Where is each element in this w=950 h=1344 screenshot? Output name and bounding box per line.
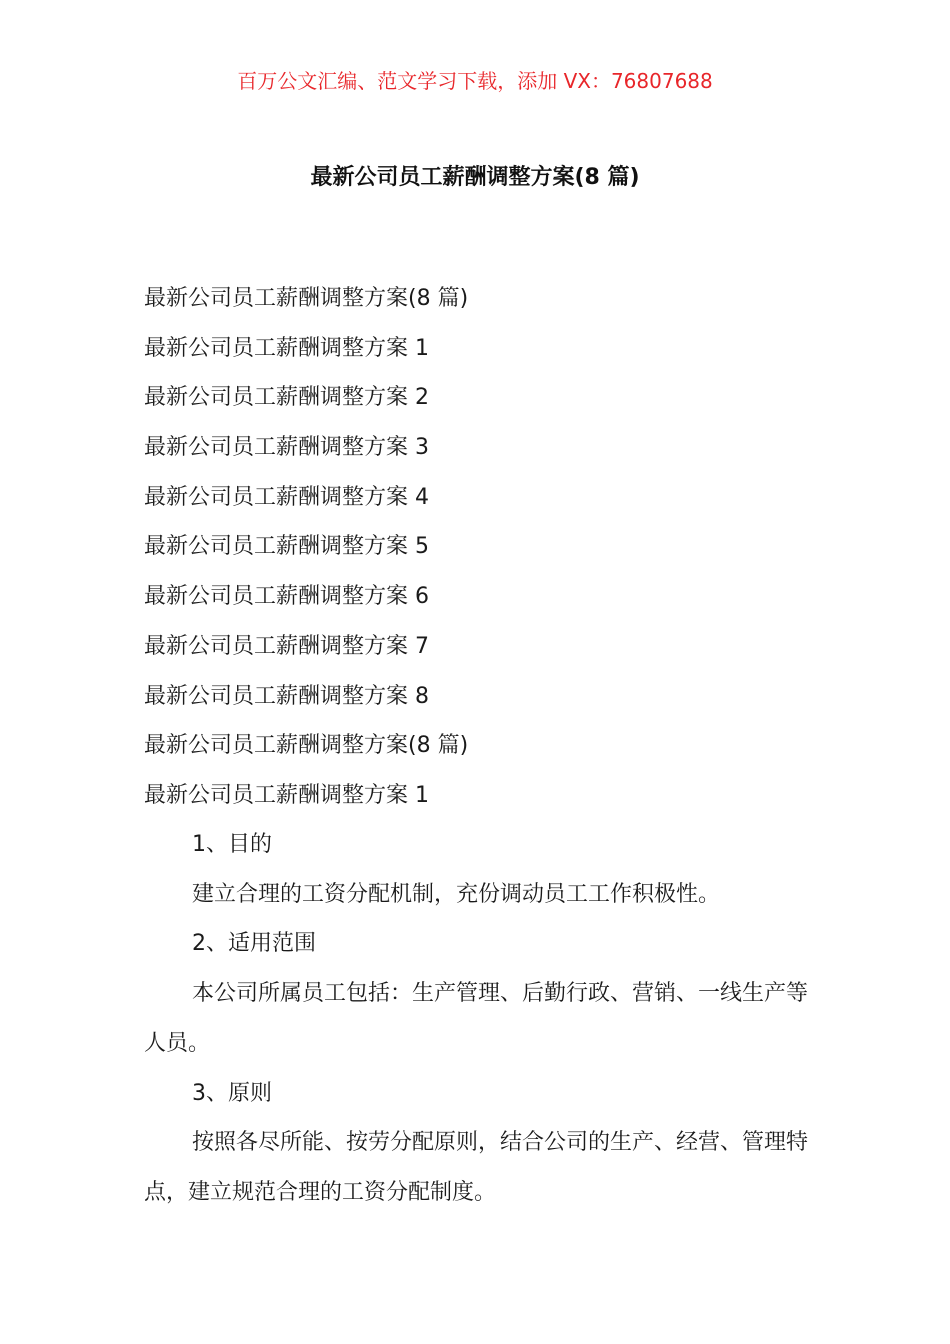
section-heading: 2、适用范围 <box>192 931 316 957</box>
toc-item: 最新公司员工薪酬调整方案 5 <box>144 534 429 560</box>
document-title: 最新公司员工薪酬调整方案(8 篇) <box>310 165 640 190</box>
toc-item: 最新公司员工薪酬调整方案 4 <box>144 484 429 510</box>
toc-item: 最新公司员工薪酬调整方案 7 <box>144 633 429 659</box>
toc-item: 最新公司员工薪酬调整方案 1 <box>144 335 429 361</box>
section-heading: 1、目的 <box>192 832 272 857</box>
toc-item: 最新公司员工薪酬调整方案(8 篇) <box>144 733 469 759</box>
section-paragraph: 本公司所属员工包括：生产管理、后勤行政、营销、一线生产等人员。 <box>144 981 809 1056</box>
table-of-contents <box>144 282 824 829</box>
toc-item: 最新公司员工薪酬调整方案 3 <box>144 435 429 461</box>
toc-item: 最新公司员工薪酬调整方案 1 <box>144 782 429 808</box>
toc-item: 最新公司员工薪酬调整方案 2 <box>144 385 429 411</box>
section-paragraph: 建立合理的工资分配机制，充份调动员工工作积极性。 <box>192 881 721 907</box>
header-watermark-note: 百万公文汇编、范文学习下载，添加 VX：76807688 <box>237 69 713 93</box>
section-paragraph: 按照各尽所能、按劳分配原则，结合公司的生产、经营、管理特点，建立规范合理的工资分配制度。 <box>144 1130 809 1206</box>
toc-item: 最新公司员工薪酬调整方案 8 <box>144 683 429 709</box>
document-body <box>144 828 814 1226</box>
toc-item: 最新公司员工薪酬调整方案(8 篇) <box>144 286 469 311</box>
section-heading: 3、原则 <box>192 1080 272 1106</box>
toc-item: 最新公司员工薪酬调整方案 6 <box>144 584 429 610</box>
